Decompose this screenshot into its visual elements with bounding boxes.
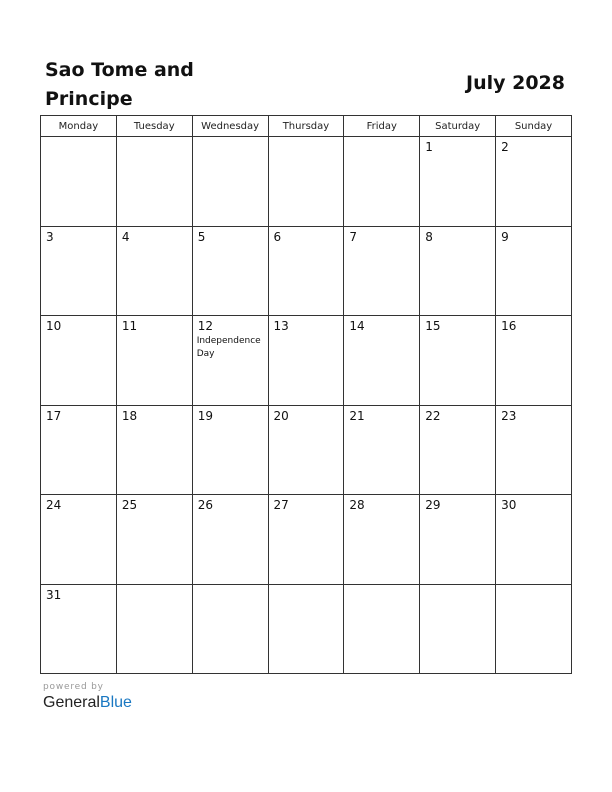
week-row [41, 226, 572, 316]
day-number: 27 [273, 498, 289, 512]
day-cell [268, 495, 344, 585]
day-number: 26 [197, 498, 213, 512]
day-cell [344, 405, 420, 495]
brand-general-text: General [43, 694, 100, 711]
day-number: 20 [273, 408, 289, 423]
day-cell [41, 316, 117, 406]
day-cell [344, 226, 420, 316]
week-row [41, 316, 572, 406]
day-number: 10 [46, 319, 62, 333]
day-cell [41, 405, 117, 495]
day-number: 1 [425, 140, 433, 154]
day-cell [344, 316, 420, 406]
day-cell [344, 495, 420, 585]
weekday-header: Sunday [496, 116, 572, 137]
day-cell [268, 405, 344, 495]
day-number: 19 [197, 408, 213, 423]
day-cell [192, 584, 268, 674]
day-number: 13 [273, 319, 289, 333]
weekday-header-row [41, 116, 572, 137]
day-cell [268, 316, 344, 406]
day-cell [496, 316, 572, 406]
day-cell [116, 226, 192, 316]
day-number: 8 [425, 229, 433, 244]
day-cell [420, 226, 496, 316]
day-number: 12 [197, 319, 213, 333]
day-cell [192, 137, 268, 227]
day-number: 5 [197, 229, 206, 244]
day-cell [268, 226, 344, 316]
day-number: 7 [349, 229, 358, 244]
day-cell [496, 137, 572, 227]
day-number: 9 [501, 229, 509, 244]
day-number: 28 [349, 498, 365, 512]
weekday-header: Thursday [268, 116, 344, 137]
holiday-label: Independence Day [196, 336, 261, 359]
day-cell [192, 316, 268, 406]
day-cell [420, 137, 496, 227]
day-cell [420, 584, 496, 674]
day-number: 15 [425, 319, 441, 333]
powered-by-label: powered by [43, 682, 104, 692]
day-cell [496, 405, 572, 495]
day-number: 23 [501, 408, 517, 423]
day-cell [116, 495, 192, 585]
day-number: 2 [501, 140, 509, 154]
day-number: 24 [46, 498, 62, 512]
day-cell [496, 495, 572, 585]
weekday-header: Monday [41, 116, 117, 137]
week-row [41, 137, 572, 227]
day-cell [268, 584, 344, 674]
weekday-header: Saturday [420, 116, 496, 137]
weekday-header: Wednesday [192, 116, 268, 137]
day-cell [192, 226, 268, 316]
day-cell [420, 316, 496, 406]
day-cell [496, 226, 572, 316]
day-cell [116, 137, 192, 227]
day-cell [192, 495, 268, 585]
day-cell [344, 584, 420, 674]
day-cell [41, 137, 117, 227]
day-cell [41, 226, 117, 316]
day-number: 17 [46, 408, 62, 423]
day-cell [116, 316, 192, 406]
day-number: 25 [121, 498, 138, 512]
calendar-body [41, 137, 572, 674]
day-number: 14 [349, 319, 365, 333]
month-title: July 2028 [466, 72, 565, 94]
country-title: Sao Tome and Principe [45, 59, 194, 110]
day-number: 30 [501, 498, 517, 512]
day-number: 3 [46, 229, 54, 244]
weekday-header: Tuesday [116, 116, 192, 137]
day-number: 4 [121, 229, 130, 244]
day-number: 22 [425, 408, 441, 423]
week-row [41, 584, 572, 674]
day-cell [268, 137, 344, 227]
day-cell [420, 495, 496, 585]
day-cell [344, 137, 420, 227]
day-number: 11 [121, 319, 138, 333]
footer-branding [43, 682, 132, 712]
day-number: 6 [273, 229, 282, 244]
day-cell [41, 495, 117, 585]
day-cell [496, 584, 572, 674]
day-number: 29 [425, 498, 441, 512]
day-cell [116, 584, 192, 674]
day-cell [116, 405, 192, 495]
day-number: 21 [349, 408, 365, 423]
day-cell [192, 405, 268, 495]
day-number: 18 [121, 408, 138, 423]
week-row [41, 495, 572, 585]
day-number: 31 [46, 587, 62, 602]
day-cell [420, 405, 496, 495]
day-cell [41, 584, 117, 674]
day-number: 16 [501, 319, 517, 333]
week-row [41, 405, 572, 495]
brand-blue-text: Blue [99, 694, 132, 711]
calendar-grid [40, 115, 572, 674]
brand-logo [43, 694, 132, 712]
weekday-header: Friday [344, 116, 420, 137]
